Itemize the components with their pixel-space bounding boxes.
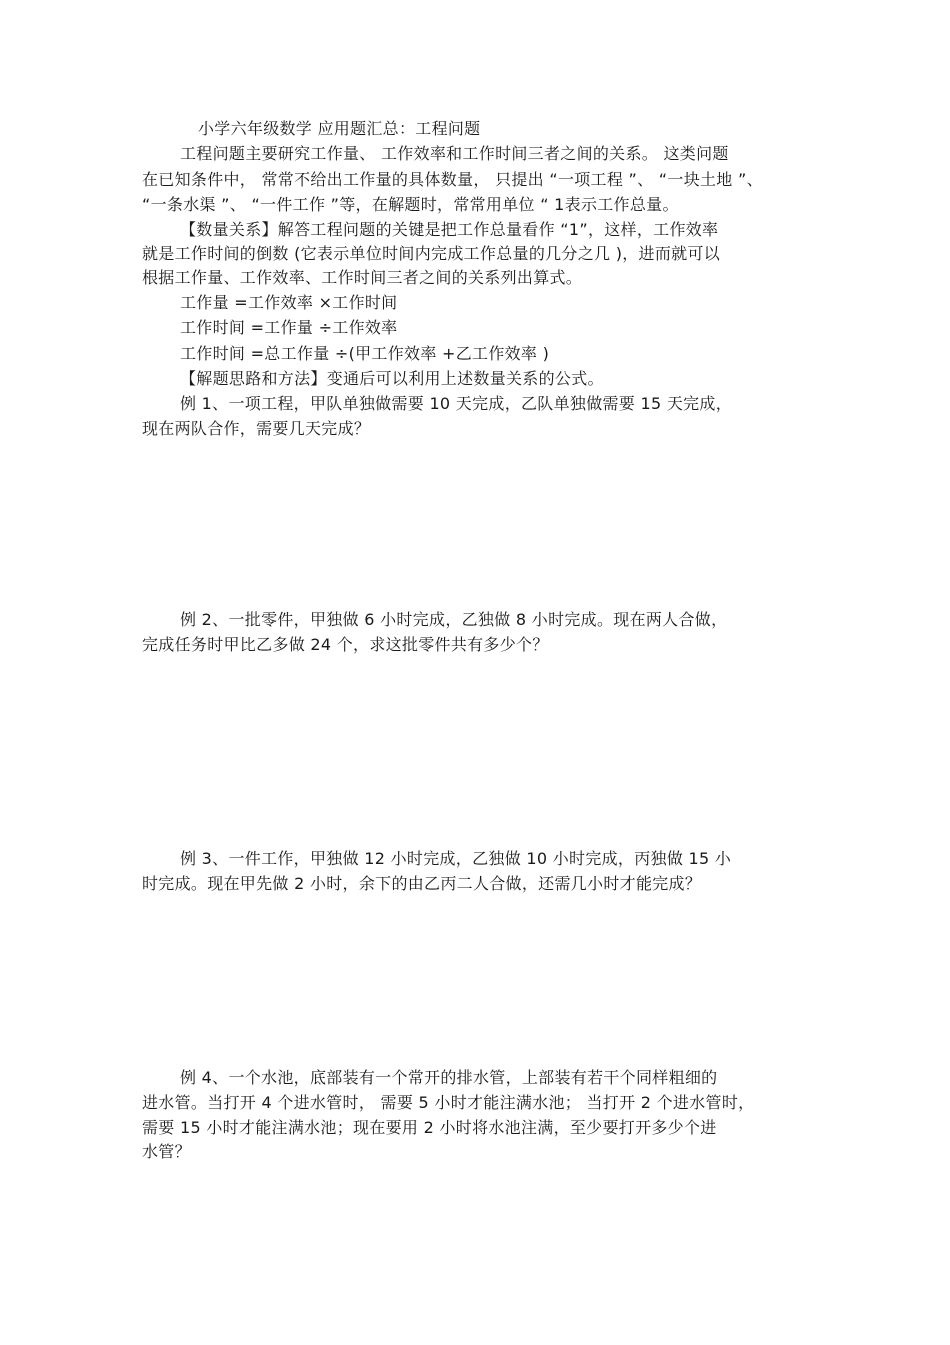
intro-line-2: 在已知条件中， 常常不给出工作量的具体数量， 只提出 “一项工程 ”、 “一块土地 ”、 (142, 170, 763, 189)
example-4-line-1: 例 4、一个水池，底部装有一个常开的排水管，上部装有若干个同样粗细的 (180, 1068, 718, 1087)
relation-line-2: 就是工作时间的倒数 (它表示单位时间内完成工作总量的几分之几 )，进而就可以 (142, 244, 721, 263)
formula-time: 工作时间 =工作量 ÷工作效率 (180, 318, 398, 337)
example-3-line-2: 时完成。现在甲先做 2 小时，余下的由乙丙二人合做，还需几小时才能完成？ (142, 874, 702, 893)
example-3-line-1: 例 3、一件工作，甲独做 12 小时完成，乙独做 10 小时完成，丙独做 15 小 (180, 849, 732, 868)
relation-line-1: 【数量关系】解答工程问题的关键是把工作总量看作 “1”，这样，工作效率 (180, 220, 719, 239)
example-1-line-2: 现在两队合作，需要几天完成？ (142, 419, 371, 438)
example-4-line-4: 水管？ (142, 1142, 191, 1161)
example-1-line-1: 例 1、一项工程，甲队单独做需要 10 天完成，乙队单独做需要 15 天完成， (180, 394, 733, 413)
example-4-line-3: 需要 15 小时才能注满水池；现在要用 2 小时将水池注满，至少要打开多少个进 (142, 1118, 717, 1137)
page-title: 小学六年级数学 应用题汇总：工程问题 (198, 119, 481, 138)
formula-combined-time: 工作时间 =总工作量 ÷(甲工作效率 +乙工作效率 ) (180, 344, 550, 363)
intro-line-1: 工程问题主要研究工作量、 工作效率和工作时间三者之间的关系。 这类问题 (180, 144, 729, 163)
method-text: 【解题思路和方法】变通后可以利用上述数量关系的公式。 (180, 369, 604, 388)
example-2-line-1: 例 2、一批零件，甲独做 6 小时完成，乙独做 8 小时完成。现在两人合做， (180, 610, 728, 629)
relation-line-3: 根据工作量、工作效率、工作时间三者之间的关系列出算式。 (142, 268, 583, 287)
example-4-line-2: 进水管。当打开 4 个进水管时， 需要 5 小时才能注满水池； 当打开 2 个进水管时， (142, 1093, 755, 1112)
example-2-line-2: 完成任务时甲比乙多做 24 个，求这批零件共有多少个？ (142, 635, 549, 654)
formula-work: 工作量 =工作效率 ×工作时间 (180, 293, 398, 312)
intro-line-3: “一条水渠 ”、 “一件工作 ”等，在解题时，常常用单位 “ 1表示工作总量。 (142, 195, 679, 214)
